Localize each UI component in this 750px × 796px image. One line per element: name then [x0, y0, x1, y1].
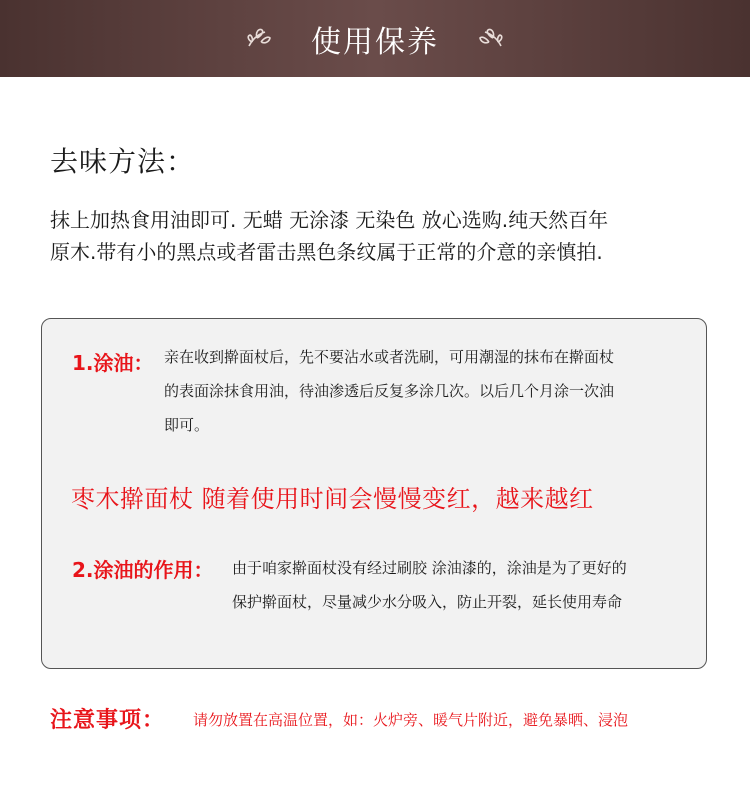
step1-line: 亲在收到擀面杖后，先不要沾水或者洗刷，可用潮湿的抹布在擀面杖	[164, 348, 615, 366]
floral-ornament-right-icon	[473, 24, 507, 54]
step2-text	[232, 551, 627, 619]
step1-line: 即可。	[164, 416, 210, 434]
step2-line: 保护擀面杖，尽量减少水分吸入，防止开裂，延长使用寿命	[232, 593, 623, 611]
header-banner	[0, 0, 750, 77]
notice-label: 注意事项：	[50, 708, 166, 733]
step2-line: 由于咱家擀面杖没有经过刷胶 涂油漆的，涂油是为了更好的	[232, 559, 627, 577]
step1-label: 1.涂油：	[72, 351, 154, 375]
step1-line: 的表面涂抹食用油，待油渗透后反复多涂几次。以后几个月涂一次油	[164, 382, 615, 400]
deodorize-description	[50, 204, 710, 268]
notice-text: 请勿放置在高温位置，如：火炉旁、暖气片附近，避免暴晒、浸泡	[193, 711, 629, 729]
deodorize-title: 去味方法：	[50, 145, 196, 178]
step2-label: 2.涂油的作用：	[72, 558, 214, 582]
floral-ornament-left-icon	[243, 24, 277, 54]
care-instructions-box	[41, 318, 707, 669]
step1-text	[164, 340, 614, 442]
color-change-highlight: 枣木擀面杖 随着使用时间会慢慢变红，越来越红	[71, 485, 594, 513]
description-line: 原木.带有小的黑点或者雷击黑色条纹属于正常的介意的亲慎拍.	[50, 240, 603, 264]
description-line: 抹上加热食用油即可. 无蜡 无涂漆 无染色 放心选购.纯天然百年	[50, 208, 609, 232]
banner-title: 使用保养	[311, 24, 439, 60]
